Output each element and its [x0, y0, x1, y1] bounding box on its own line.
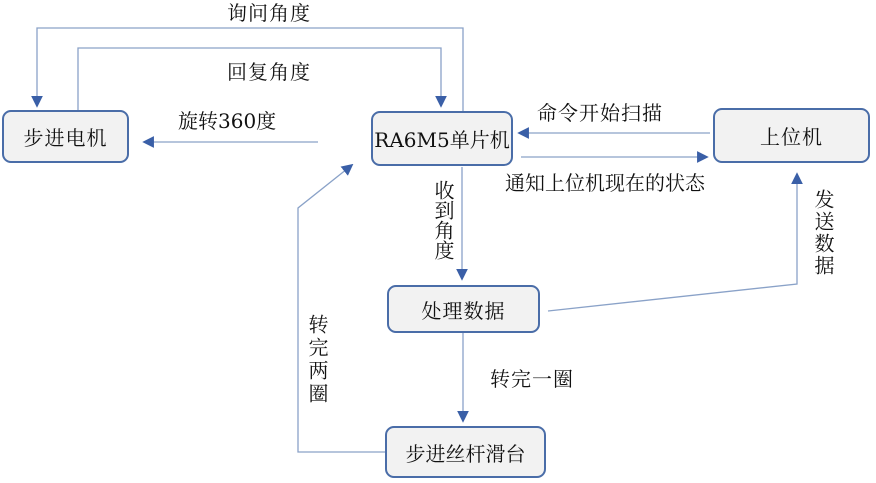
node-process-data: 处理数据 — [387, 285, 540, 333]
edge-label-turn-two-loops: 转完两圈 — [305, 314, 329, 406]
edge-turn-two-loops-line — [298, 165, 385, 452]
edge-label-rotate-360: 旋转360度 — [178, 109, 277, 133]
edge-label-received-angle: 收到角度 — [431, 180, 455, 260]
node-host-computer: 上位机 — [713, 108, 870, 163]
edge-label-send-data: 发送数据 — [811, 189, 835, 277]
edge-label-command-scan: 命令开始扫描 — [537, 101, 663, 125]
node-screw-slide: 步进丝杆滑台 — [385, 426, 546, 478]
node-stepper-motor: 步进电机 — [2, 110, 129, 163]
edge-label-reply-angle: 回复角度 — [227, 60, 311, 84]
edge-label-ask-angle: 询问角度 — [227, 1, 311, 25]
edge-label-turn-one-loop: 转完一圈 — [490, 367, 574, 391]
edge-label-notify-status: 通知上位机现在的状态 — [505, 171, 705, 195]
node-mcu: RA6M5单片机 — [371, 111, 513, 166]
